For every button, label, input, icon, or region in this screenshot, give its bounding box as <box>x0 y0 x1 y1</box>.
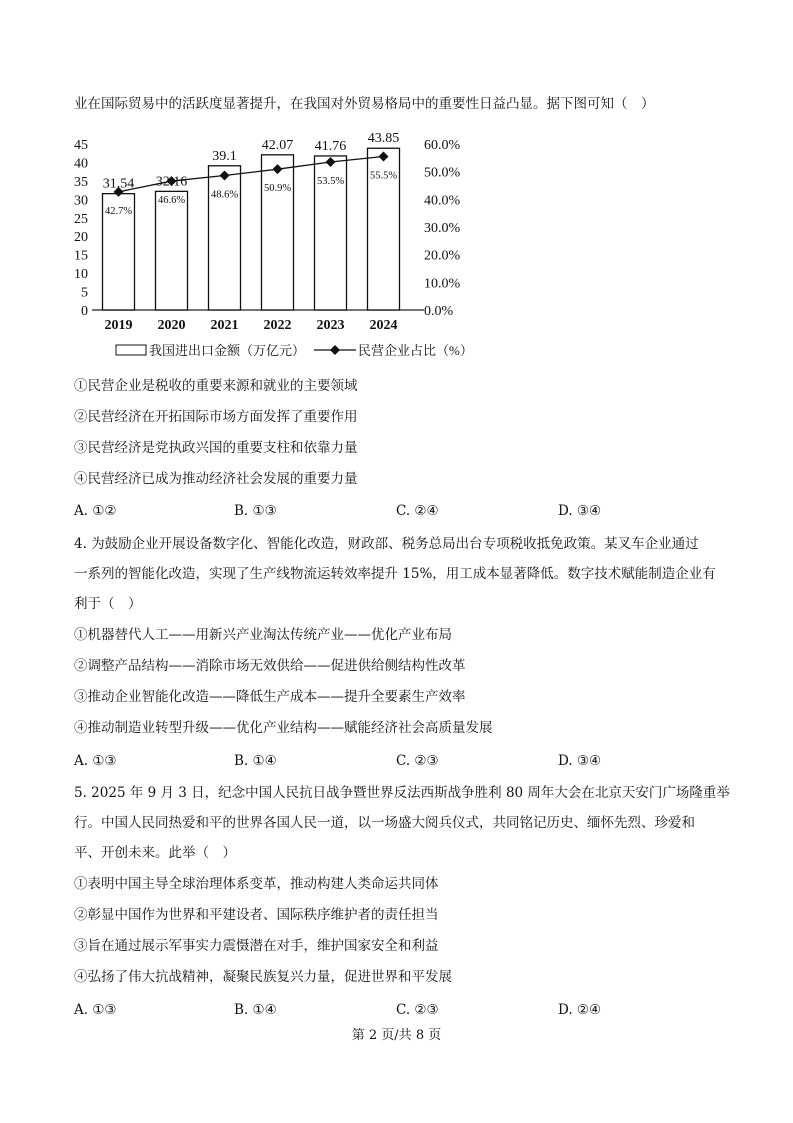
bar-value-labels <box>103 131 400 191</box>
q3-option-d[interactable]: D. ③④ <box>558 503 602 519</box>
x-axis-labels <box>105 318 398 333</box>
q5-option-d[interactable]: D. ②④ <box>558 1002 602 1018</box>
legend-line-label: 民营企业占比（%） <box>358 343 473 358</box>
q5-item-3: ③旨在通过展示军事实力震慑潜在对手，维护国家安全和利益 <box>74 938 439 954</box>
share-value-label: 55.5% <box>369 170 398 182</box>
q5-item-1: ①表明中国主导全球治理体系变革，推动构建人类命运共同体 <box>74 876 439 892</box>
q5-item-2: ②彰显中国作为世界和平建设者、国际秩序维护者的责任担当 <box>74 907 439 923</box>
right-tick-label: 0.0% <box>424 304 454 319</box>
q5-item-4: ④弘扬了伟大抗战精神，凝聚民族复兴力量，促进世界和平发展 <box>74 969 452 985</box>
left-tick-label: 20 <box>74 230 88 246</box>
bar <box>209 166 241 310</box>
bar <box>156 191 188 310</box>
bar-value-label: 43.85 <box>367 131 400 147</box>
q4-item-3: ③推动企业智能化改造——降低生产成本——提升全要素生产效率 <box>74 689 466 705</box>
right-tick-label: 20.0% <box>424 248 461 264</box>
share-markers <box>114 148 389 196</box>
q4-item-1: ①机器替代人工——用新兴产业淘汰传统产业——优化产业布局 <box>74 627 452 643</box>
q3-option-a[interactable]: A. ①② <box>74 503 117 519</box>
x-tick-label: 2023 <box>316 318 345 333</box>
q3-item-3: ③民营经济是党执政兴国的重要支柱和依靠力量 <box>74 440 358 456</box>
bar-value-label: 31.54 <box>102 176 135 192</box>
left-tick-label: 5 <box>81 285 88 301</box>
q5-option-a[interactable]: A. ①③ <box>74 1002 117 1018</box>
q5-stem-line-3: 平、开创未来。此举（ ） <box>74 845 236 861</box>
right-tick-label: 60.0% <box>424 138 461 153</box>
q4-options <box>74 751 734 771</box>
q5-stem-line-2: 行。中国人民同热爱和平的世界各国人民一道，以一场盛大阅兵仪式，共同铭记历史、缅怀先烈、珍爱和 <box>74 815 695 831</box>
x-tick-label: 2024 <box>369 318 398 333</box>
q4-item-2: ②调整产品结构——消除市场无效供给——促进供给侧结构性改革 <box>74 658 466 674</box>
x-tick-label: 2021 <box>210 318 239 333</box>
legend-line-marker <box>330 345 340 355</box>
share-value-label: 50.9% <box>263 183 292 195</box>
question-3-intro: 业在国际贸易中的活跃度显著提升，在我国对外贸易格局中的重要性日益凸显。据下图可知（ ） <box>74 96 655 112</box>
legend-bar-swatch <box>116 345 146 355</box>
x-tick-label: 2020 <box>157 318 186 333</box>
share-value-label: 42.7% <box>104 205 133 217</box>
trade-chart <box>56 124 486 364</box>
q4-stem-line-3: 利于（ ） <box>74 596 142 612</box>
bar <box>262 155 294 310</box>
q3-item-4: ④民营经济已成为推动经济社会发展的重要力量 <box>74 471 358 487</box>
left-tick-label: 30 <box>74 193 88 209</box>
q4-option-a[interactable]: A. ①③ <box>74 753 117 769</box>
bar-value-label: 42.07 <box>261 137 294 153</box>
q3-item-1: ①民营企业是税收的重要来源和就业的主要领域 <box>74 378 358 394</box>
q5-option-c[interactable]: C. ②③ <box>396 1002 439 1018</box>
left-tick-label: 0 <box>81 304 88 319</box>
left-tick-label: 15 <box>74 248 88 264</box>
share-value-labels <box>102 170 398 217</box>
bar-value-label: 41.76 <box>314 138 347 154</box>
q3-options <box>74 501 734 521</box>
right-tick-label: 50.0% <box>424 165 461 181</box>
right-axis-ticks <box>424 138 461 319</box>
share-value-label: 53.5% <box>316 175 345 187</box>
q5-options <box>74 1000 734 1020</box>
left-tick-label: 35 <box>74 174 88 190</box>
q4-option-b[interactable]: B. ①④ <box>234 753 277 769</box>
q3-option-c[interactable]: C. ②④ <box>396 503 439 519</box>
q3-item-2: ②民营经济在开拓国际市场方面发挥了重要作用 <box>74 409 358 425</box>
q5-option-b[interactable]: B. ①④ <box>234 1002 277 1018</box>
x-tick-label: 2022 <box>263 318 292 333</box>
bar-value-label: 39.1 <box>212 148 237 164</box>
page-footer: 第 2 页/共 8 页 <box>351 1028 442 1043</box>
right-tick-label: 10.0% <box>424 276 461 292</box>
q4-option-d[interactable]: D. ③④ <box>558 753 602 769</box>
bar-value-label: 32.16 <box>155 174 188 190</box>
q4-stem-line-2: 一系列的智能化改造，实现了生产线物流运转效率提升 15%，用工成本显著降低。数字技术赋能制造企业有 <box>74 566 716 582</box>
q4-option-c[interactable]: C. ②③ <box>396 753 439 769</box>
q5-stem-line-1: 5. 2025 年 9 月 3 日，纪念中国人民抗日战争暨世界反法西斯战争胜利 80 周年大会在北京天安门广场隆重举 <box>74 785 730 801</box>
q4-stem-line-1: 4. 为鼓励企业开展设备数字化、智能化改造，财政部、税务总局出台专项税收抵免政策。某叉车企业通过 <box>74 536 699 552</box>
left-axis-ticks <box>74 138 88 319</box>
left-tick-label: 40 <box>74 156 88 172</box>
x-tick-label: 2019 <box>104 318 133 333</box>
right-tick-label: 40.0% <box>424 193 461 209</box>
share-value-label: 48.6% <box>210 189 239 201</box>
legend <box>116 343 473 358</box>
share-value-label: 46.6% <box>157 195 186 207</box>
q3-option-b[interactable]: B. ①③ <box>234 503 277 519</box>
right-tick-label: 30.0% <box>424 221 461 236</box>
left-tick-label: 10 <box>74 267 88 283</box>
left-tick-label: 45 <box>74 138 88 153</box>
left-tick-label: 25 <box>74 211 88 227</box>
legend-bar-label: 我国进出口金额（万亿元） <box>149 343 306 358</box>
q4-item-4: ④推动制造业转型升级——优化产业结构——赋能经济社会高质量发展 <box>74 720 493 736</box>
